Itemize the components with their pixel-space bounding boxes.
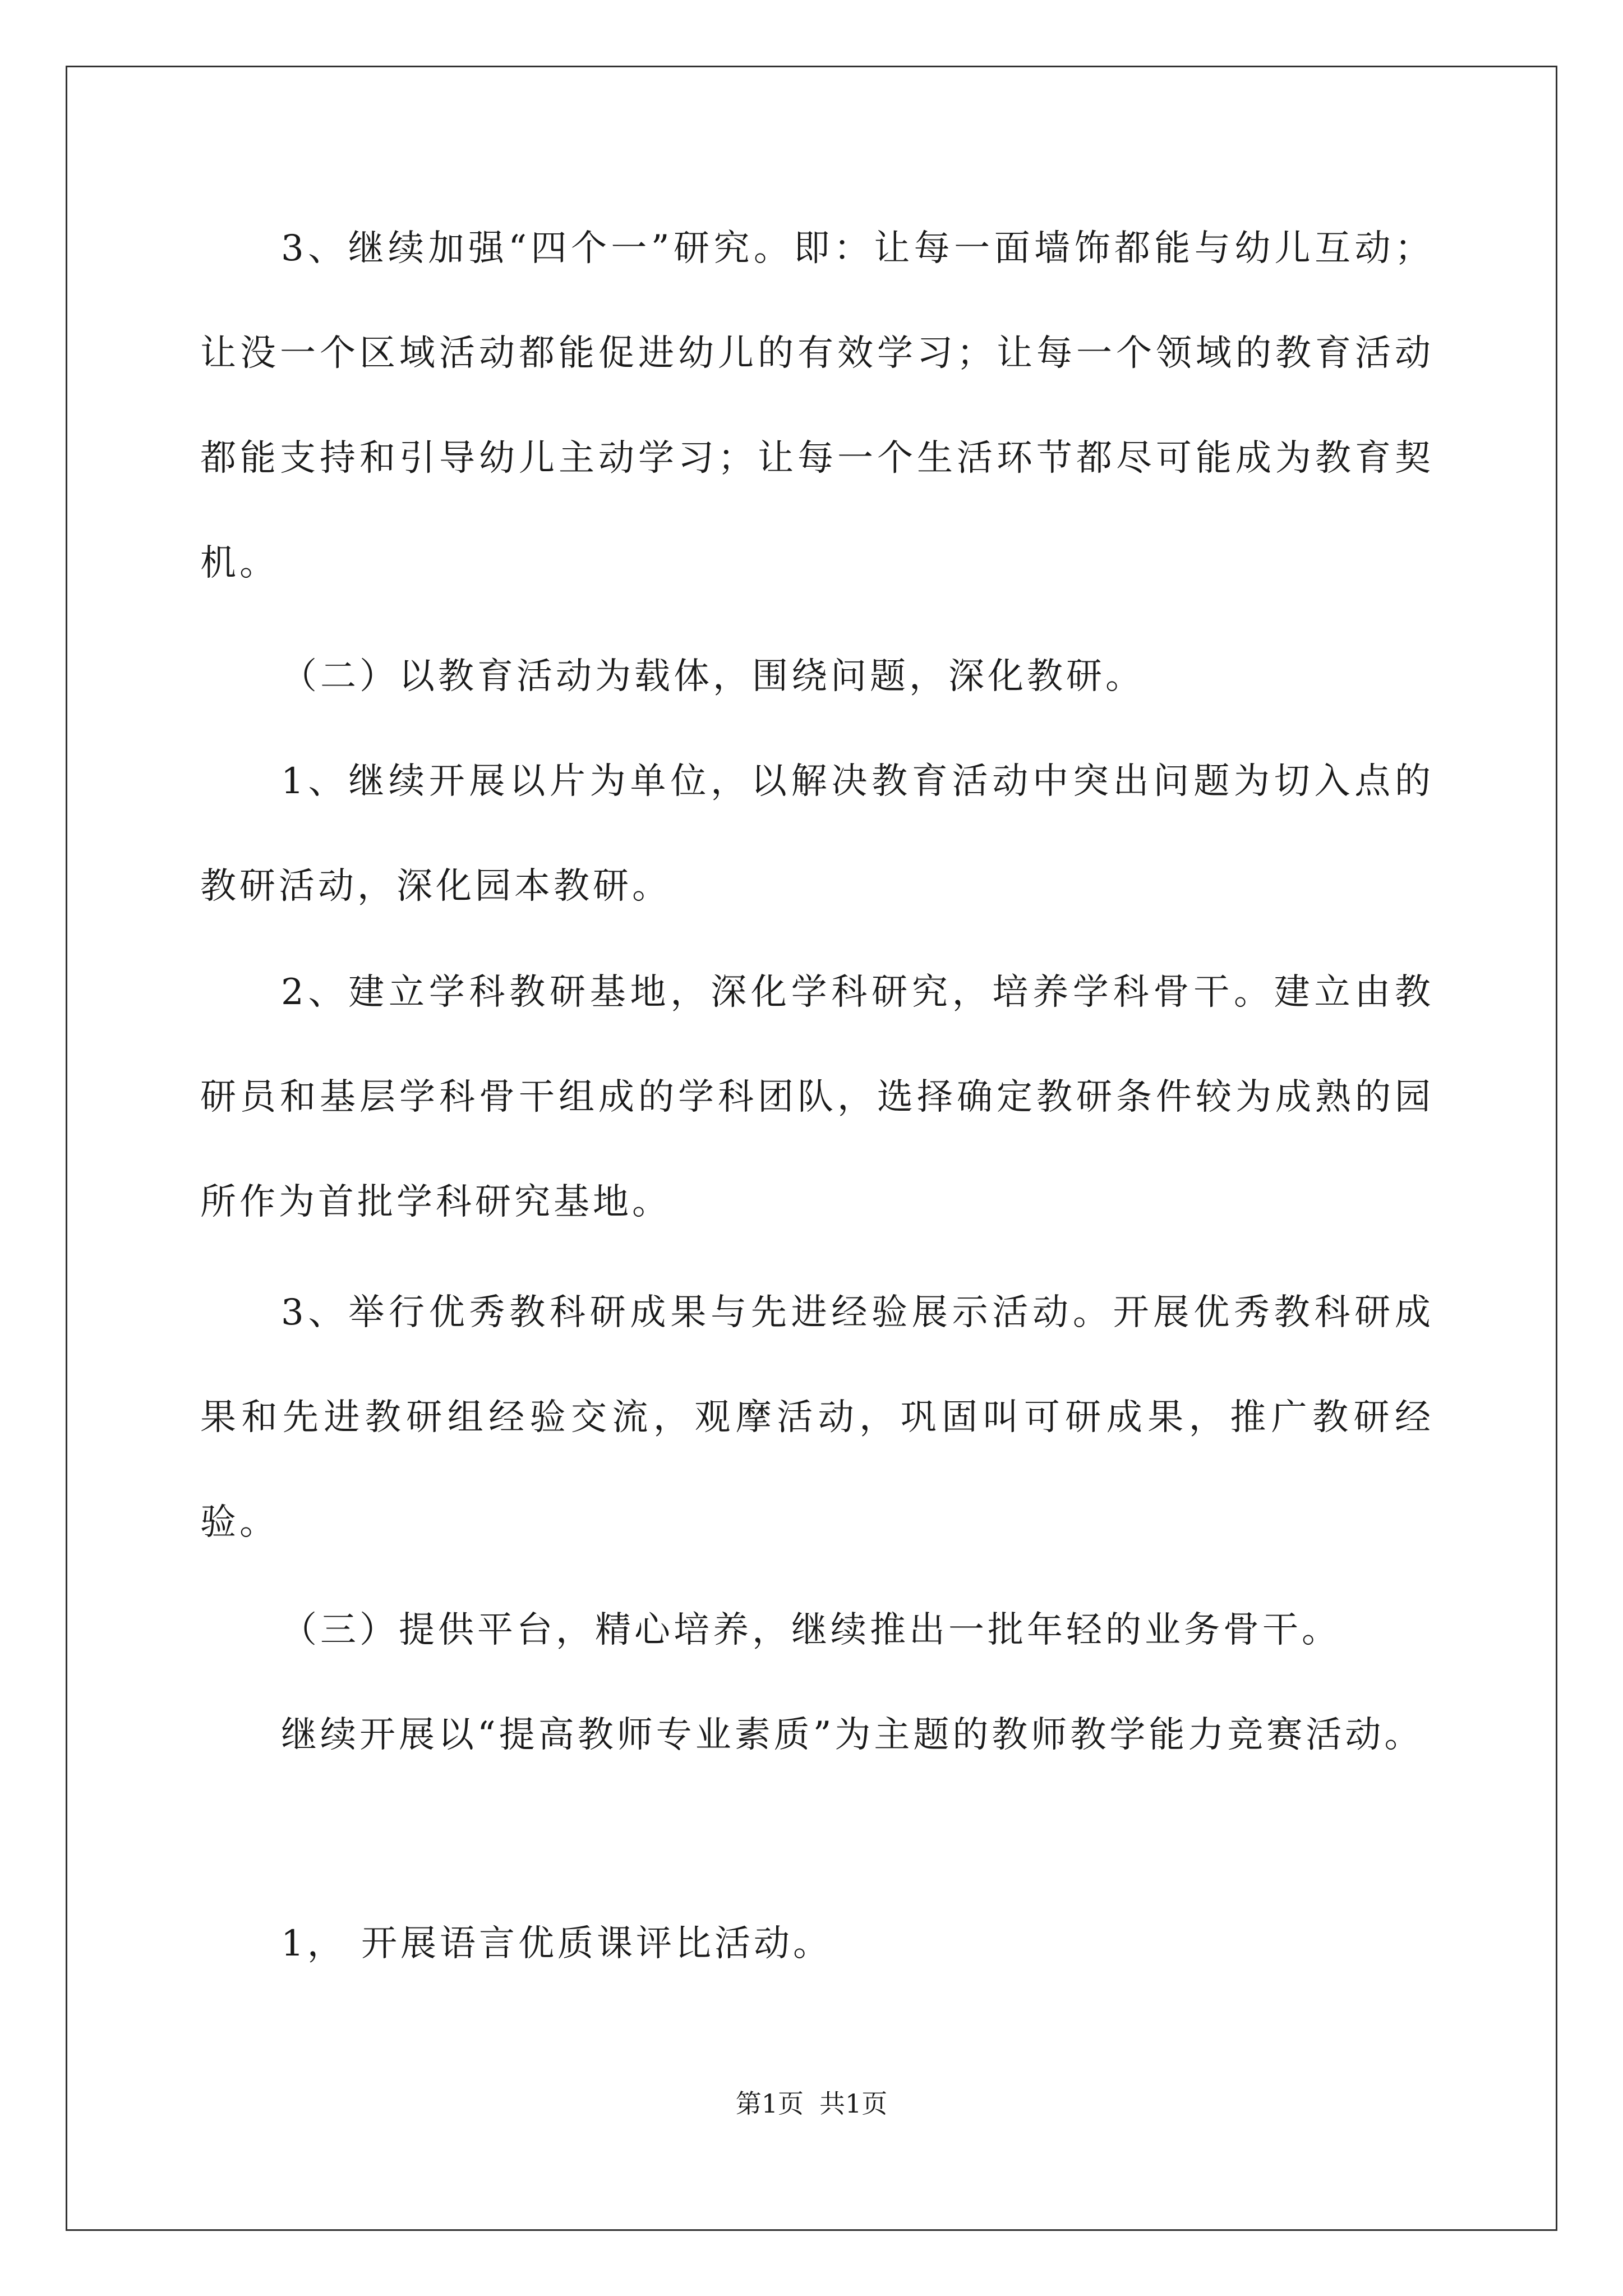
paragraph-competition: 继续开展以“提高教师专业素质”为主题的教师教学能力竞赛活动。 [281,1714,1424,1756]
paragraph-section-three-heading: （三）提供平台，精心培养，继续推出一批年轻的业务骨干。 [281,1609,1341,1651]
paragraph-item-two: 2、建立学科教研基地，深化学科研究，培养学科骨干。建立由教研员和基层学科骨干组成的学科团队，选择确定教研条件较为成熟的园所作为首批学科研究基地。 [200,972,1434,1223]
paragraph-four-ones: 3、继续加强“四个一”研究。即：让每一面墙饰都能与幼儿互动；让没一个区域活动都能促进幼儿的有效学习；让每一个领域的教育活动都能支持和引导幼儿主动学习；让每一个生活环节都尽可能成为教育契机。 [200,228,1434,584]
paragraph-item-three: 3、举行优秀教科研成果与先进经验展示活动。开展优秀教科研成果和先进教研组经验交流，观摩活动，巩固叫可研成果，推广教研经验。 [200,1292,1434,1543]
page-number: 第1页 [735,2088,804,2119]
paragraph-section-two-heading: （二）以教育活动为载体，围绕问题，深化教研。 [281,656,1145,697]
paragraph-item-one: 1、继续开展以片为单位，以解决教育活动中突出问题为切入点的教研活动，深化园本教研。 [200,761,1434,907]
paragraph-language-lesson: 1， 开展语言优质课评比活动。 [281,1923,833,1964]
page-footer [0,2087,1623,2120]
page-total: 共1页 [819,2088,888,2119]
